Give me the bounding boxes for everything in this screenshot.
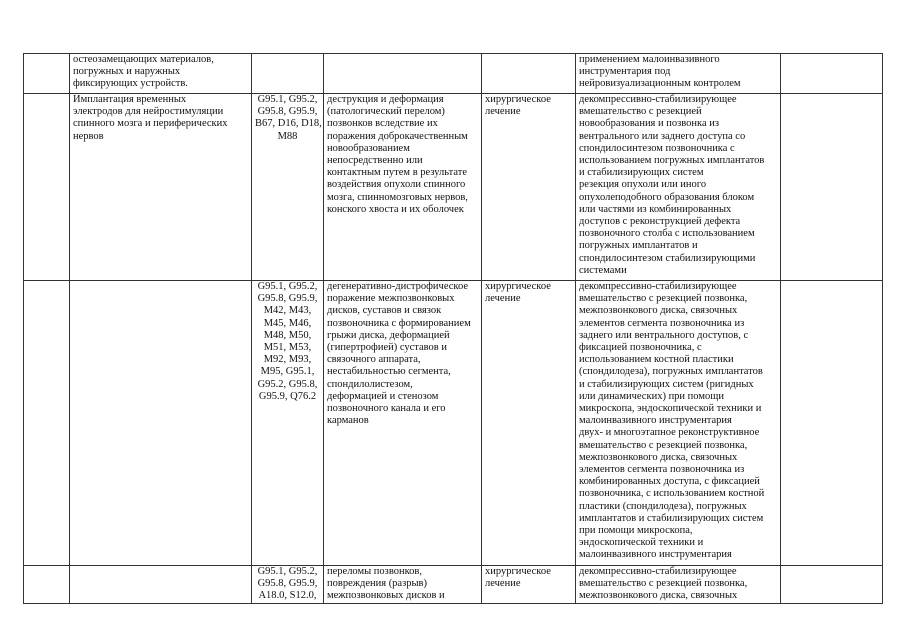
- text-line: воздействия опухоли спинного: [327, 179, 466, 191]
- text-line: (патологический перелом): [327, 106, 445, 118]
- text-line: применением малоинвазивного: [579, 54, 720, 65]
- text-line: погружных имплантатов и: [579, 240, 698, 252]
- text-line: нейровизуализационным контролем: [579, 78, 741, 90]
- text-line: хирургическое: [485, 566, 551, 577]
- text-line: спинного мозга и периферических: [73, 118, 228, 130]
- cell-diagnosis: [324, 94, 482, 281]
- text-line: и стабилизирующих систем (ригидных: [579, 378, 754, 390]
- cell-diagnosis: [324, 281, 482, 566]
- text-line: нестабильностью сегмента,: [327, 366, 451, 378]
- cell-procedure: [70, 54, 252, 94]
- text-line: G95.8, G95.9,: [257, 578, 318, 590]
- text-line: G95.1, G95.2,: [257, 281, 318, 292]
- text-line: элементов сегмента позвоночника из: [579, 317, 745, 329]
- text-line: фиксирующих устройств.: [73, 78, 188, 90]
- text-line: комбинированных доступа, с фиксацией: [579, 476, 760, 488]
- text-line: использованием костной пластики: [579, 354, 734, 366]
- text-line: связочного аппарата,: [327, 354, 421, 366]
- text-line: G95.9, Q76.2: [258, 390, 317, 402]
- cell-treatment-type: [482, 54, 576, 94]
- text-line: поражения доброкачественным: [327, 130, 468, 142]
- text-line: опухолеподобного образования блоком: [579, 191, 755, 203]
- text-line: лечение: [485, 293, 521, 305]
- text-line: дегенеративно-дистрофическое: [327, 281, 469, 292]
- text-line: двух- и многоэтапное реконструктивное: [579, 427, 760, 439]
- text-line: при помощи микроскопа,: [579, 525, 693, 537]
- text-line: декомпрессивно-стабилизирующее: [579, 281, 737, 292]
- cell-codes: [252, 566, 324, 604]
- text-line: M51, M53,: [263, 342, 312, 354]
- text-line: электродов для нейростимуляции: [73, 106, 224, 118]
- text-line: G95.8, G95.9,: [257, 293, 318, 305]
- cell-extra: [781, 54, 883, 94]
- cell-codes: [252, 94, 324, 281]
- text-line: малоинвазивного инструментария: [579, 415, 732, 427]
- cell-extra: [781, 566, 883, 604]
- text-line: вентрального или заднего доступа со: [579, 130, 746, 142]
- text-line: дисков, суставов и связок: [327, 305, 442, 317]
- text-line: B67, D16, D18,: [255, 118, 322, 130]
- cell-extra: [781, 94, 883, 281]
- text-line: вмешательство с резекцией позвонка,: [579, 293, 748, 305]
- cell-procedure: [70, 566, 252, 604]
- text-line: M92, M93,: [263, 354, 312, 366]
- cell-treatment-type: [482, 566, 576, 604]
- text-line: межпозвонковых дисков и: [327, 590, 445, 602]
- text-line: хирургическое: [485, 281, 551, 292]
- text-line: G95.1, G95.2,: [257, 566, 318, 577]
- text-line: A18.0, S12.0,: [258, 590, 317, 602]
- table-row: [24, 281, 883, 566]
- text-line: элементов сегмента позвоночника из: [579, 464, 745, 476]
- text-line: использованием погружных имплантатов: [579, 155, 765, 167]
- text-line: грыжи диска, деформацией: [327, 329, 450, 341]
- text-line: мозга, спинномозговых нервов,: [327, 191, 468, 203]
- text-line: M88: [277, 130, 298, 142]
- text-line: фиксацией позвоночника, с: [579, 342, 702, 354]
- table-row: [24, 94, 883, 281]
- text-line: спондилосинтезом позвоночника с: [579, 142, 735, 154]
- document-table: [23, 53, 883, 604]
- text-line: спондилосинтезом стабилизирующими: [579, 252, 756, 264]
- text-line: или частями из комбинированных: [579, 203, 732, 215]
- text-line: контактным путем в результате: [327, 167, 468, 179]
- text-line: (спондилодеза), погружных имплантатов: [579, 366, 763, 378]
- text-line: M95, G95.1,: [260, 366, 315, 378]
- cell-method: [576, 94, 781, 281]
- cell-index: [24, 94, 70, 281]
- cell-index: [24, 54, 70, 94]
- text-line: остеозамещающих материалов,: [73, 54, 214, 65]
- text-line: инструментария под: [579, 66, 671, 78]
- cell-method: [576, 54, 781, 94]
- text-line: M42, M43,: [263, 305, 312, 317]
- text-line: спондилолистезом,: [327, 378, 413, 390]
- text-line: новообразования и позвонка из: [579, 118, 720, 130]
- text-line: лечение: [485, 106, 521, 118]
- text-line: непосредственно или: [327, 155, 423, 167]
- text-line: межпозвонкового диска, связочных: [579, 305, 738, 317]
- text-line: вмешательство с резекцией позвонка,: [579, 439, 748, 451]
- text-line: заднего или вентрального доступов, с: [579, 329, 749, 341]
- text-line: позвоночного столба с использованием: [579, 228, 755, 240]
- text-line: имплантатов и стабилизирующих систем: [579, 512, 764, 524]
- text-line: поражение межпозвонковых: [327, 293, 455, 305]
- text-line: деформацией и стенозом: [327, 390, 439, 402]
- cell-method: [576, 281, 781, 566]
- text-line: нервов: [73, 130, 104, 142]
- text-line: Имплантация временных: [73, 94, 187, 105]
- text-line: погружных и наружных: [73, 66, 181, 78]
- text-line: повреждения (разрыв): [327, 578, 428, 590]
- table-row: [24, 566, 883, 604]
- text-line: пластики (спондилодеза), погружных: [579, 500, 747, 512]
- text-line: деструкция и деформация: [327, 94, 444, 105]
- text-line: доступов с реконструкцией дефекта: [579, 216, 741, 228]
- table-row: [24, 54, 883, 94]
- text-line: лечение: [485, 578, 521, 590]
- text-line: вмешательство с резекцией: [579, 106, 702, 118]
- text-line: M48, M50,: [263, 329, 312, 341]
- text-line: и стабилизирующих систем: [579, 167, 704, 179]
- cell-treatment-type: [482, 94, 576, 281]
- cell-index: [24, 281, 70, 566]
- text-line: (гипертрофией) суставов и: [327, 342, 448, 354]
- cell-procedure: [70, 281, 252, 566]
- text-line: малоинвазивного инструментария: [579, 549, 732, 561]
- text-line: конского хвоста и их оболочек: [327, 203, 464, 215]
- text-line: межпозвонкового диска, связочных: [579, 451, 738, 463]
- text-line: декомпрессивно-стабилизирующее: [579, 566, 737, 577]
- cell-extra: [781, 281, 883, 566]
- cell-treatment-type: [482, 281, 576, 566]
- text-line: G95.2, G95.8,: [257, 378, 318, 390]
- cell-index: [24, 566, 70, 604]
- text-line: позвоночника с формированием: [327, 317, 471, 329]
- text-line: хирургическое: [485, 94, 551, 105]
- text-line: резекция опухоли или иного: [579, 179, 707, 191]
- cell-codes: [252, 54, 324, 94]
- text-line: межпозвонкового диска, связочных: [579, 590, 738, 602]
- text-line: новообразованием: [327, 142, 410, 154]
- cell-method: [576, 566, 781, 604]
- text-line: вмешательство с резекцией позвонка,: [579, 578, 748, 590]
- text-line: эндоскопической техники и: [579, 537, 704, 549]
- cell-procedure: [70, 94, 252, 281]
- cell-codes: [252, 281, 324, 566]
- text-line: или динамических) при помощи: [579, 390, 724, 402]
- text-line: G95.8, G95.9,: [257, 106, 318, 118]
- cell-diagnosis: [324, 566, 482, 604]
- text-line: переломы позвонков,: [327, 566, 422, 577]
- text-line: системами: [579, 264, 627, 276]
- text-line: M45, M46,: [263, 317, 312, 329]
- text-line: микроскопа, эндоскопической техники и: [579, 403, 762, 415]
- text-line: декомпрессивно-стабилизирующее: [579, 94, 737, 105]
- cell-diagnosis: [324, 54, 482, 94]
- text-line: позвоночного канала и его: [327, 403, 446, 415]
- text-line: G95.1, G95.2,: [257, 94, 318, 105]
- text-line: позвоночника, с использованием костной: [579, 488, 765, 500]
- text-line: позвонков вследствие их: [327, 118, 438, 130]
- text-line: карманов: [327, 415, 369, 427]
